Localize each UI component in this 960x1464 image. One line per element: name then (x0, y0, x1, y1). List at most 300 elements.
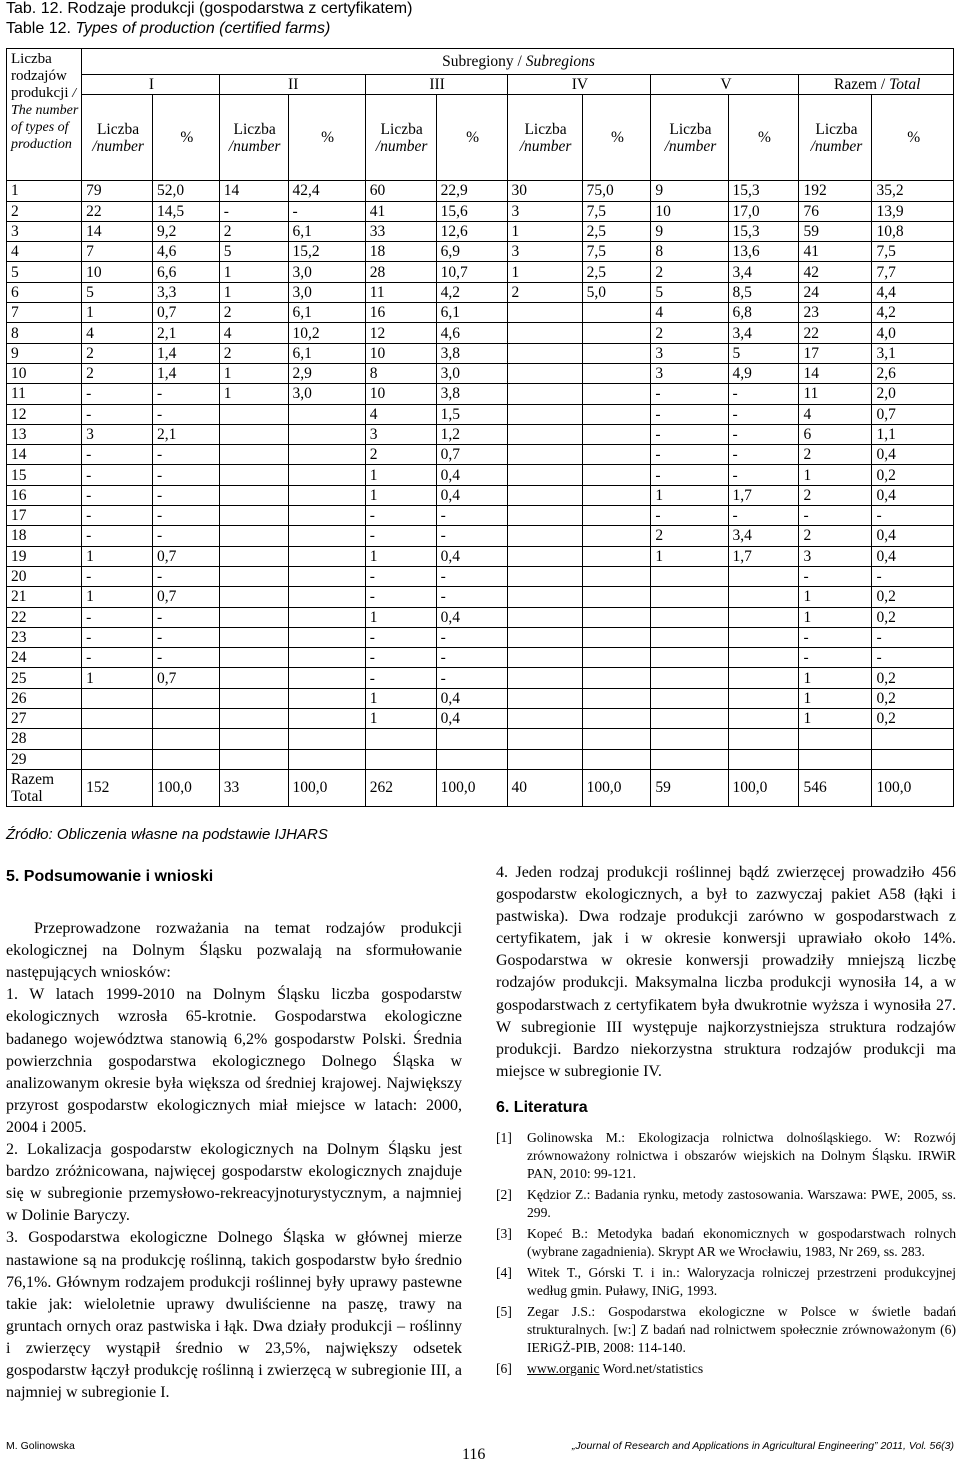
table-cell: 2,9 (288, 363, 365, 383)
reference-number: [2] (496, 1187, 512, 1203)
table-row (7, 485, 954, 505)
table-cell: 3 (651, 363, 728, 383)
table-cell (507, 627, 582, 647)
table-cell: - (152, 485, 219, 505)
table-cell (651, 648, 728, 668)
table-cell: - (82, 566, 153, 586)
table-cell (582, 465, 651, 485)
table-cell: 2 (219, 221, 288, 241)
row-label-cell: 20 (7, 566, 82, 586)
row-label-cell: 27 (7, 709, 82, 729)
table-cell: 2 (82, 343, 153, 363)
conclusion-4: 4. Jeden rodzaj produkcji roślinnej bądź zwierzęcej prowadziło 456 gospodarstw ekologicznych, a był to zazwyczaj pakiet A58 (łąki i pastwiska). Dwa rodzaje produkcji zarówno w gospodarstwach z certyfikatem, jak i w okresie konwersji uprawiało około 14%. Gospodarstwa w okresie konwersji prowadziły mniejszą liczbę rodzajów produkcji. Maksymalna liczba produkcji wynosiła 14, a w gospodarstwach z certyfikatem była dwukrotnie wyższa i wynosiła 27. W subregionie III występuje najkorzystniejsza struktura rodzajów produkcji. Bardzo niekorzystna struktura rodzajów produkcji ma miejsce w subregionie IV. (496, 864, 956, 1080)
table-cell (288, 546, 365, 566)
table-cell: 0,7 (152, 546, 219, 566)
percent-col-header: % (152, 95, 219, 181)
subregions-header (82, 49, 954, 75)
table-cell: 1 (365, 485, 436, 505)
table-cell: 10 (82, 262, 153, 282)
table-cell (582, 749, 651, 769)
table-cell (799, 749, 872, 769)
table-cell: - (436, 648, 507, 668)
table-cell: 2,0 (872, 384, 954, 404)
table-cell (507, 587, 582, 607)
table-cell: 4 (365, 404, 436, 424)
table-cell (728, 668, 799, 688)
table-cell: 4 (82, 323, 153, 343)
production-types-table (6, 48, 954, 807)
table-cell (582, 668, 651, 688)
table-cell (288, 445, 365, 465)
table-cell: - (152, 526, 219, 546)
row-label-cell: 6 (7, 282, 82, 302)
reference-link-rest: Word.net/statistics (599, 1361, 704, 1377)
reference-text: Golinowska M.: Ekologizacja rolnictwa dolnośląskiego. W: Rozwój zrównoważony rolnictwa i obszarów wiejskich na Dolnym Śląsku. IRWiR PAN, 2010: 99-121. (527, 1130, 956, 1182)
types-count-header-pl: Liczba rodzajów produkcji (11, 51, 69, 101)
count-col-header-en: /number (375, 137, 428, 155)
table-cell: 4,6 (436, 323, 507, 343)
table-cell (288, 587, 365, 607)
table-cell: 0,2 (872, 688, 954, 708)
table-cell: - (219, 201, 288, 221)
table-cell: 3,0 (288, 384, 365, 404)
table-cell: - (651, 384, 728, 404)
table-cell (288, 627, 365, 647)
table-row (7, 262, 954, 282)
table-cell (728, 688, 799, 708)
table-cell: 0,2 (872, 709, 954, 729)
table-cell: 0,7 (872, 404, 954, 424)
footer-author: M. Golinowska (6, 1440, 75, 1452)
table-cell (82, 709, 153, 729)
table-row (7, 526, 954, 546)
table-cell: 1 (799, 465, 872, 485)
reference-text: Kopeć B.: Metodyka badań ekonomicznych w gospodarstwach rolnych (wybrane zagadnienia). Skrypt AR we Wrocławiu, 1983, Nr 269, ss. 283. (527, 1226, 956, 1260)
table-cell: 59 (799, 221, 872, 241)
right-column (496, 862, 956, 1381)
table-cell: 1 (365, 709, 436, 729)
total-row (7, 769, 954, 806)
table-cell: 1,4 (152, 363, 219, 383)
table-cell (219, 485, 288, 505)
total-cell: 100,0 (436, 769, 507, 806)
conclusion-1: 1. W latach 1999-2010 na Dolnym Śląsku liczba gospodarstw ekologicznych wzrosła 65-krotnie. Gospodarstwa ekologiczne badanego województwa stanowią 6,2% gospodarstw Polski. Średnia powierzchnia gospodarstwa ekologicznego Dolnego Śląska w analizowanym okresie była większa od średniej krajowej. Największy przyrost gospodarstw ekologicznych miał miejsce w latach: 2000, 2004 i 2005. (6, 986, 462, 1136)
table-cell: 3 (365, 424, 436, 444)
table-cell (288, 424, 365, 444)
count-col-header (365, 95, 436, 181)
row-label-cell: 4 (7, 242, 82, 262)
table-cell (582, 607, 651, 627)
table-cell: - (152, 465, 219, 485)
reference-text: Witek T., Górski T. i in.: Waloryzacja rolniczej przestrzeni produkcyjnej według gmin. Puławy, INiG, 1993. (527, 1265, 956, 1299)
table-cell (152, 688, 219, 708)
table-cell: 10,2 (288, 323, 365, 343)
table-cell: 2,5 (582, 262, 651, 282)
table-cell: 0,7 (152, 587, 219, 607)
table-cell: 1 (799, 587, 872, 607)
table-cell: 1 (799, 709, 872, 729)
table-cell: 15,6 (436, 201, 507, 221)
table-cell: 10,7 (436, 262, 507, 282)
row-label-cell: 17 (7, 506, 82, 526)
table-cell: 14 (799, 363, 872, 383)
percent-col-header: % (582, 95, 651, 181)
group-header-1: I (82, 75, 220, 95)
table-cell (651, 566, 728, 586)
table-cell (728, 749, 799, 769)
table-cell: 2 (507, 282, 582, 302)
table-cell (152, 709, 219, 729)
table-cell: 2 (82, 363, 153, 383)
table-cell (288, 404, 365, 424)
table-cell (651, 587, 728, 607)
row-label-cell: 28 (7, 729, 82, 749)
table-cell: 0,4 (436, 485, 507, 505)
table-cell (507, 648, 582, 668)
table-cell: 76 (799, 201, 872, 221)
table-cell (288, 749, 365, 769)
row-label-cell: 3 (7, 221, 82, 241)
group-header-total (799, 75, 954, 95)
table-cell: 9,2 (152, 221, 219, 241)
table-cell: 1,1 (872, 424, 954, 444)
table-cell (582, 343, 651, 363)
table-cell: 7 (82, 242, 153, 262)
table-cell: 8 (365, 363, 436, 383)
table-cell (507, 688, 582, 708)
row-label-cell: 5 (7, 262, 82, 282)
table-cell (507, 384, 582, 404)
table-cell: 0,4 (872, 546, 954, 566)
table-cell: - (82, 404, 153, 424)
table-cell: 1,7 (728, 485, 799, 505)
table-cell: 33 (365, 221, 436, 241)
total-header-pl: Razem / (834, 76, 886, 94)
table-cell: 60 (365, 181, 436, 201)
table-cell: - (872, 627, 954, 647)
table-cell: 7,5 (582, 242, 651, 262)
table-cell: 15,2 (288, 242, 365, 262)
subregions-header-en: Subregions (525, 53, 595, 70)
table-cell: - (651, 506, 728, 526)
total-cell: 152 (82, 769, 153, 806)
table-cell: - (82, 485, 153, 505)
table-cell: 14 (219, 181, 288, 201)
table-cell (507, 303, 582, 323)
row-label-cell: 12 (7, 404, 82, 424)
table-row (7, 709, 954, 729)
table-cell (219, 526, 288, 546)
table-cell: 5 (82, 282, 153, 302)
table-cell: 10 (365, 343, 436, 363)
conclusion-2: 2. Lokalizacja gospodarstw ekologicznych na Dolnym Śląsku jest bardzo zróżnicowana, najwięcej gospodarstw ekologicznych znajduje się w subregionie przemysłowo-rekreacyjnoturystycznym, a najmniej w Dolinie Baryczy. (6, 1141, 462, 1225)
table-cell: - (82, 607, 153, 627)
group-header-2: II (219, 75, 365, 95)
table-cell (507, 607, 582, 627)
table-cell (582, 506, 651, 526)
total-header-en: Total (889, 76, 921, 94)
table-cell: - (288, 201, 365, 221)
table-cell (219, 424, 288, 444)
table-cell (651, 729, 728, 749)
total-cell: 100,0 (152, 769, 219, 806)
table-cell (507, 709, 582, 729)
table-cell (365, 729, 436, 749)
row-label-cell: 16 (7, 485, 82, 505)
table-cell: 3,4 (728, 526, 799, 546)
row-label-cell: 26 (7, 688, 82, 708)
table-cell: 3,0 (288, 282, 365, 302)
table-cell: 3,3 (152, 282, 219, 302)
total-cell: 100,0 (872, 769, 954, 806)
table-cell: 1 (82, 587, 153, 607)
table-cell: 9 (651, 181, 728, 201)
table-cell (288, 607, 365, 627)
table-cell (219, 404, 288, 424)
table-cell (507, 668, 582, 688)
table-cell: 0,2 (872, 668, 954, 688)
table-cell (507, 485, 582, 505)
total-cell: 262 (365, 769, 436, 806)
table-cell (582, 546, 651, 566)
section-heading-literature: 6. Literatura (496, 1098, 588, 1116)
reference-link[interactable]: www.organic (527, 1361, 600, 1377)
total-cell: 33 (219, 769, 288, 806)
table-cell (507, 404, 582, 424)
table-cell: 0,4 (436, 546, 507, 566)
table-cell (728, 729, 799, 749)
table-cell: 22,9 (436, 181, 507, 201)
table-cell: 3,0 (436, 363, 507, 383)
table-cell: 4 (651, 303, 728, 323)
table-cell: - (436, 526, 507, 546)
table-cell: 15,3 (728, 181, 799, 201)
table-cell (872, 729, 954, 749)
table-cell: 6 (799, 424, 872, 444)
table-cell: 2,1 (152, 323, 219, 343)
row-label-cell: 23 (7, 627, 82, 647)
table-cell (219, 546, 288, 566)
table-cell (219, 729, 288, 749)
table-cell (728, 627, 799, 647)
percent-col-header: % (872, 95, 954, 181)
table-cell: 1 (365, 546, 436, 566)
table-cell: 3 (799, 546, 872, 566)
reference-item (496, 1129, 956, 1183)
count-col-header-en: /number (228, 137, 281, 155)
reference-item (496, 1225, 956, 1261)
table-cell (288, 688, 365, 708)
table-cell: 3 (507, 201, 582, 221)
table-row (7, 627, 954, 647)
table-cell: 7,7 (872, 262, 954, 282)
table-cell: - (152, 384, 219, 404)
table-cell (582, 303, 651, 323)
table-cell: 1 (799, 688, 872, 708)
count-col-header-pl: Liczba (233, 120, 276, 138)
reference-text: Kędzior Z.: Badania rynku, metody zastosowania. Warszawa: PWE, 2005, ss. 299. (527, 1187, 956, 1221)
row-label-cell: 19 (7, 546, 82, 566)
table-cell (219, 627, 288, 647)
table-cell (507, 526, 582, 546)
table-cell: 0,4 (436, 465, 507, 485)
table-row (7, 323, 954, 343)
table-cell: 1 (219, 262, 288, 282)
table-cell: 2,1 (152, 424, 219, 444)
table-cell: 18 (365, 242, 436, 262)
count-col-header-pl: Liczba (524, 120, 567, 138)
reference-text: Zegar J.S.: Gospodarstwa ekologiczne w Polsce w świetle badań strukturalnych. [w:] Z badań nad rolnictwem społecznie zrównoważonym (6) IERiGŻ-PIB, 2008: 114-140. (527, 1304, 956, 1356)
types-count-header-en: / The number of types of production (11, 86, 79, 152)
table-cell: 4,6 (152, 242, 219, 262)
table-cell: 6,1 (436, 303, 507, 323)
reference-number: [1] (496, 1130, 512, 1146)
table-cell (82, 688, 153, 708)
total-cell: 100,0 (728, 769, 799, 806)
table-cell: - (436, 506, 507, 526)
table-cell: - (82, 627, 153, 647)
table-row (7, 201, 954, 221)
table-cell: - (152, 566, 219, 586)
table-cell (651, 627, 728, 647)
table-cell: - (436, 587, 507, 607)
table-cell (582, 587, 651, 607)
table-cell (582, 709, 651, 729)
table-row (7, 343, 954, 363)
table-cell (872, 749, 954, 769)
row-label-cell: 10 (7, 363, 82, 383)
table-cell: 6,9 (436, 242, 507, 262)
table-row (7, 363, 954, 383)
table-cell: 7,5 (582, 201, 651, 221)
row-label-cell: 9 (7, 343, 82, 363)
table-cell (288, 566, 365, 586)
total-cell: 59 (651, 769, 728, 806)
count-col-header (651, 95, 728, 181)
table-cell (219, 688, 288, 708)
table-row (7, 404, 954, 424)
table-row (7, 587, 954, 607)
count-col-header-pl: Liczba (96, 120, 140, 138)
table-cell (799, 729, 872, 749)
table-cell: 1 (219, 363, 288, 383)
table-cell: 4,2 (436, 282, 507, 302)
table-cell: 41 (365, 201, 436, 221)
table-cell: 1 (365, 465, 436, 485)
count-col-header (82, 95, 153, 181)
count-col-header (219, 95, 288, 181)
table-cell: 1 (799, 668, 872, 688)
table-cell: 5 (219, 242, 288, 262)
reference-number: [3] (496, 1226, 512, 1242)
table-cell: 35,2 (872, 181, 954, 201)
table-cell (152, 729, 219, 749)
table-cell (582, 445, 651, 465)
row-label-cell: 21 (7, 587, 82, 607)
table-cell: 8 (651, 242, 728, 262)
table-row (7, 668, 954, 688)
row-label-cell: 11 (7, 384, 82, 404)
table-cell: - (152, 506, 219, 526)
table-cell: 3 (651, 343, 728, 363)
table-cell: - (82, 648, 153, 668)
row-label-cell: 2 (7, 201, 82, 221)
table-cell: 42 (799, 262, 872, 282)
row-label-cell: 13 (7, 424, 82, 444)
table-cell: - (82, 384, 153, 404)
table-cell (728, 607, 799, 627)
table-cell (219, 607, 288, 627)
table-cell: 1,5 (436, 404, 507, 424)
table-row (7, 566, 954, 586)
group-header-3: III (365, 75, 507, 95)
table-cell: 1,7 (728, 546, 799, 566)
table-cell (219, 668, 288, 688)
count-col-header (799, 95, 872, 181)
table-cell: 1 (219, 384, 288, 404)
table-caption-en-text: Types of production (certified farms) (75, 20, 331, 37)
table-cell (219, 566, 288, 586)
table-cell (582, 424, 651, 444)
table-caption-en-prefix: Table 12. (6, 20, 71, 37)
table-cell: - (728, 506, 799, 526)
table-cell (728, 566, 799, 586)
table-cell (507, 546, 582, 566)
table-cell: 13,9 (872, 201, 954, 221)
table-cell: 1 (507, 262, 582, 282)
table-cell: 2 (219, 343, 288, 363)
table-cell (651, 668, 728, 688)
total-row-label-pl: Razem (11, 770, 55, 788)
table-cell (651, 688, 728, 708)
table-cell: 1 (365, 688, 436, 708)
table-row (7, 181, 954, 201)
row-label-cell: 8 (7, 323, 82, 343)
count-col-header-en: /number (92, 137, 144, 155)
table-row (7, 303, 954, 323)
table-cell (219, 465, 288, 485)
table-cell (507, 566, 582, 586)
table-cell: 22 (82, 201, 153, 221)
table-cell: 1 (799, 607, 872, 627)
table-cell (507, 465, 582, 485)
table-row (7, 729, 954, 749)
table-row (7, 749, 954, 769)
table-cell: 6,6 (152, 262, 219, 282)
table-cell: 4,4 (872, 282, 954, 302)
row-label-cell: 15 (7, 465, 82, 485)
total-cell: 40 (507, 769, 582, 806)
table-cell: 11 (365, 282, 436, 302)
table-cell (219, 445, 288, 465)
table-cell: - (651, 424, 728, 444)
row-label-cell: 18 (7, 526, 82, 546)
group-header-4: IV (507, 75, 651, 95)
table-cell: 0,2 (872, 587, 954, 607)
table-cell (219, 709, 288, 729)
table-cell: - (651, 445, 728, 465)
table-cell (507, 506, 582, 526)
count-col-header (507, 95, 582, 181)
table-cell: 0,4 (872, 526, 954, 546)
table-cell: 14,5 (152, 201, 219, 221)
table-row (7, 607, 954, 627)
table-cell: - (152, 627, 219, 647)
table-row (7, 648, 954, 668)
row-label-cell: 29 (7, 749, 82, 769)
table-row (7, 688, 954, 708)
table-cell: 10,8 (872, 221, 954, 241)
